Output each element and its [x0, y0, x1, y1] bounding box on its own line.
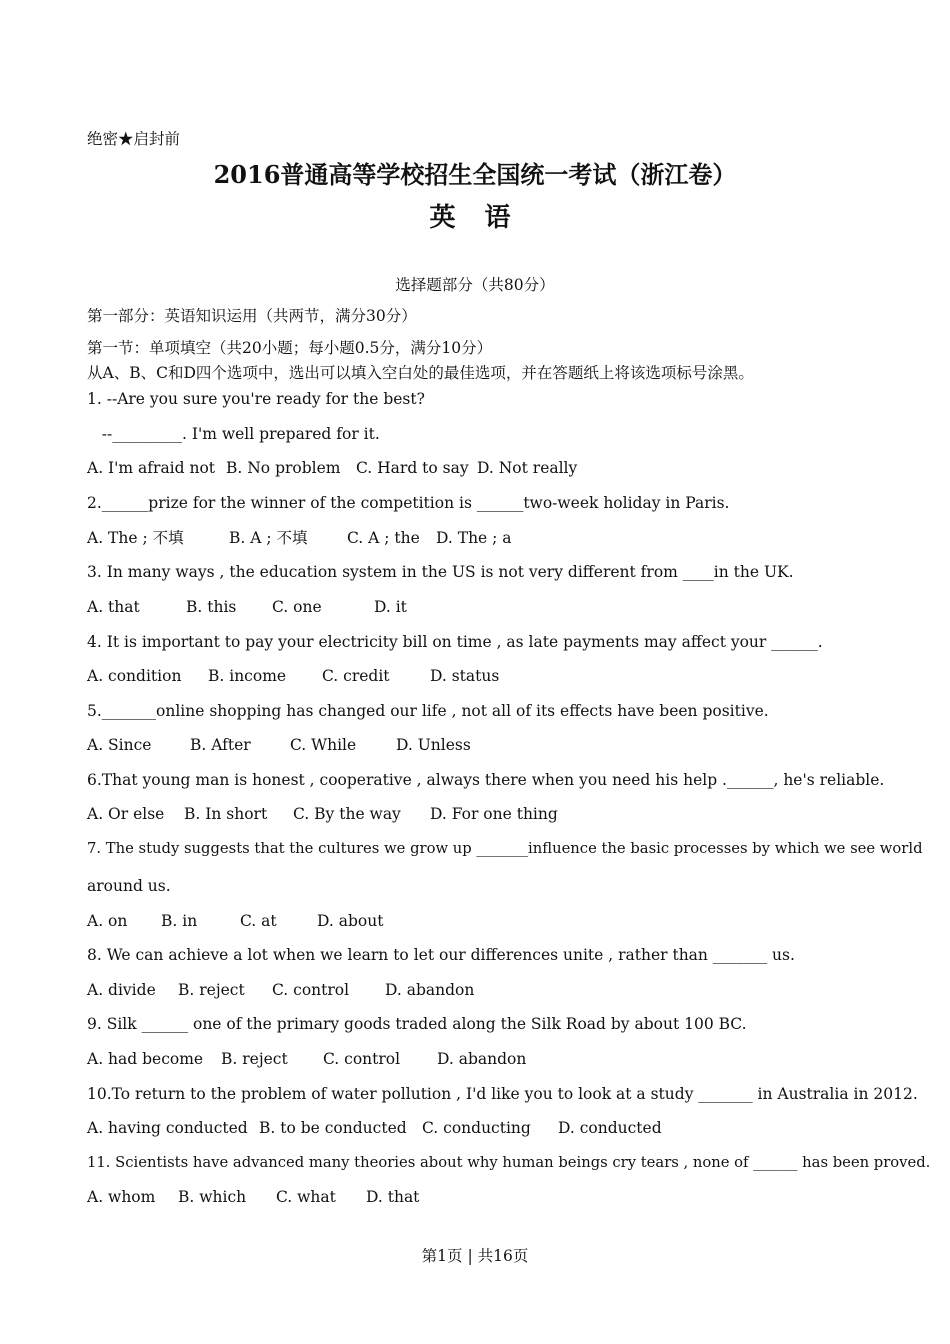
option-c: C. conducting — [422, 1119, 531, 1137]
option-a: A. divide — [87, 981, 156, 999]
option-d: D. about — [317, 912, 384, 930]
option-d: D. it — [374, 598, 407, 616]
question-stem: 9. Silk ______ one of the primary goods traded along the Silk Road by about 100 BC. — [87, 1015, 747, 1033]
option-b: B. income — [208, 667, 287, 685]
option-a: A. on — [87, 912, 128, 930]
option-a: A. Since — [87, 736, 152, 754]
option-c: C. By the way — [293, 805, 401, 823]
option-a: A. The ; 不填 — [87, 529, 184, 547]
confidential-label: 绝密★启封前 — [87, 130, 181, 148]
part-heading: 第一部分：英语知识运用（共两节，满分30分） — [87, 307, 417, 325]
option-d: D. Not really — [477, 459, 578, 477]
exam-title: 2016普通高等学校招生全国统一考试（浙江卷） — [213, 160, 737, 189]
section-heading: 选择题部分（共80分） — [395, 276, 555, 294]
question-stem: 4. It is important to pay your electricity bill on time , as late payments may affect your ______. — [87, 633, 823, 651]
option-d: D. that — [366, 1188, 420, 1206]
option-b: B. to be conducted — [259, 1119, 407, 1137]
question-stem: --_________. I'm well prepared for it. — [87, 425, 380, 443]
subsection-heading: 第一节：单项填空（共20小题；每小题0.5分，满分10分） — [87, 339, 493, 357]
page-number: 第1页 | 共16页 — [421, 1247, 529, 1265]
question-stem: 6.That young man is honest , cooperative , always there when you need his help .______, he's reliable. — [87, 771, 885, 789]
question-stem: 3. In many ways , the education system in the US is not very different from ____in the UK. — [87, 563, 794, 581]
option-d: D. conducted — [558, 1119, 662, 1137]
question-stem: 2.______prize for the winner of the competition is ______two-week holiday in Paris. — [87, 494, 730, 512]
option-b: B. reject — [221, 1050, 288, 1068]
option-b: B. this — [186, 598, 237, 616]
option-b: B. After — [190, 736, 251, 754]
option-c: C. A ; the — [347, 529, 420, 547]
option-b: B. which — [178, 1188, 247, 1206]
option-b: B. A ; 不填 — [229, 529, 308, 547]
option-a: A. whom — [87, 1188, 156, 1206]
option-a: A. condition — [87, 667, 182, 685]
option-a: A. I'm afraid not — [87, 459, 216, 477]
option-c: C. credit — [322, 667, 390, 685]
option-b: B. in — [161, 912, 198, 930]
option-c: C. what — [276, 1188, 336, 1206]
option-d: D. status — [430, 667, 500, 685]
option-d: D. abandon — [385, 981, 475, 999]
instruction-text: 从A、B、C和D四个选项中，选出可以填入空白处的最佳选项，并在答题纸上将该选项标号涂黑。 — [87, 364, 754, 382]
question-stem: 11. Scientists have advanced many theories about why human beings cry tears , none of ______ has been proved. — [87, 1154, 931, 1171]
option-a: A. Or else — [87, 805, 165, 823]
option-c: C. control — [323, 1050, 401, 1068]
option-c: C. Hard to say — [356, 459, 469, 477]
option-c: C. control — [272, 981, 350, 999]
question-stem: 10.To return to the problem of water pollution , I'd like you to look at a study _______ in Australia in 2012. — [87, 1085, 918, 1103]
option-c: C. at — [240, 912, 277, 930]
option-b: B. In short — [184, 805, 268, 823]
question-stem: 1. --Are you sure you're ready for the best? — [87, 390, 425, 408]
option-d: D. abandon — [437, 1050, 527, 1068]
question-stem: around us. — [87, 877, 171, 895]
option-a: A. had become — [87, 1050, 204, 1068]
question-stem: 5._______online shopping has changed our life , not all of its effects have been positive. — [87, 702, 769, 720]
option-d: D. For one thing — [430, 805, 558, 823]
subject-title: 英 语 — [429, 203, 521, 233]
option-a: A. that — [87, 598, 140, 616]
option-a: A. having conducted — [87, 1119, 248, 1137]
option-c: C. While — [290, 736, 357, 754]
option-d: D. Unless — [396, 736, 471, 754]
option-b: B. reject — [178, 981, 245, 999]
option-d: D. The ; a — [436, 529, 512, 547]
option-b: B. No problem — [226, 459, 341, 477]
question-stem: 7. The study suggests that the cultures we grow up _______influence the basic processes by which we see world — [87, 840, 923, 857]
option-c: C. one — [272, 598, 322, 616]
question-stem: 8. We can achieve a lot when we learn to let our differences unite , rather than _______ us. — [87, 946, 795, 964]
